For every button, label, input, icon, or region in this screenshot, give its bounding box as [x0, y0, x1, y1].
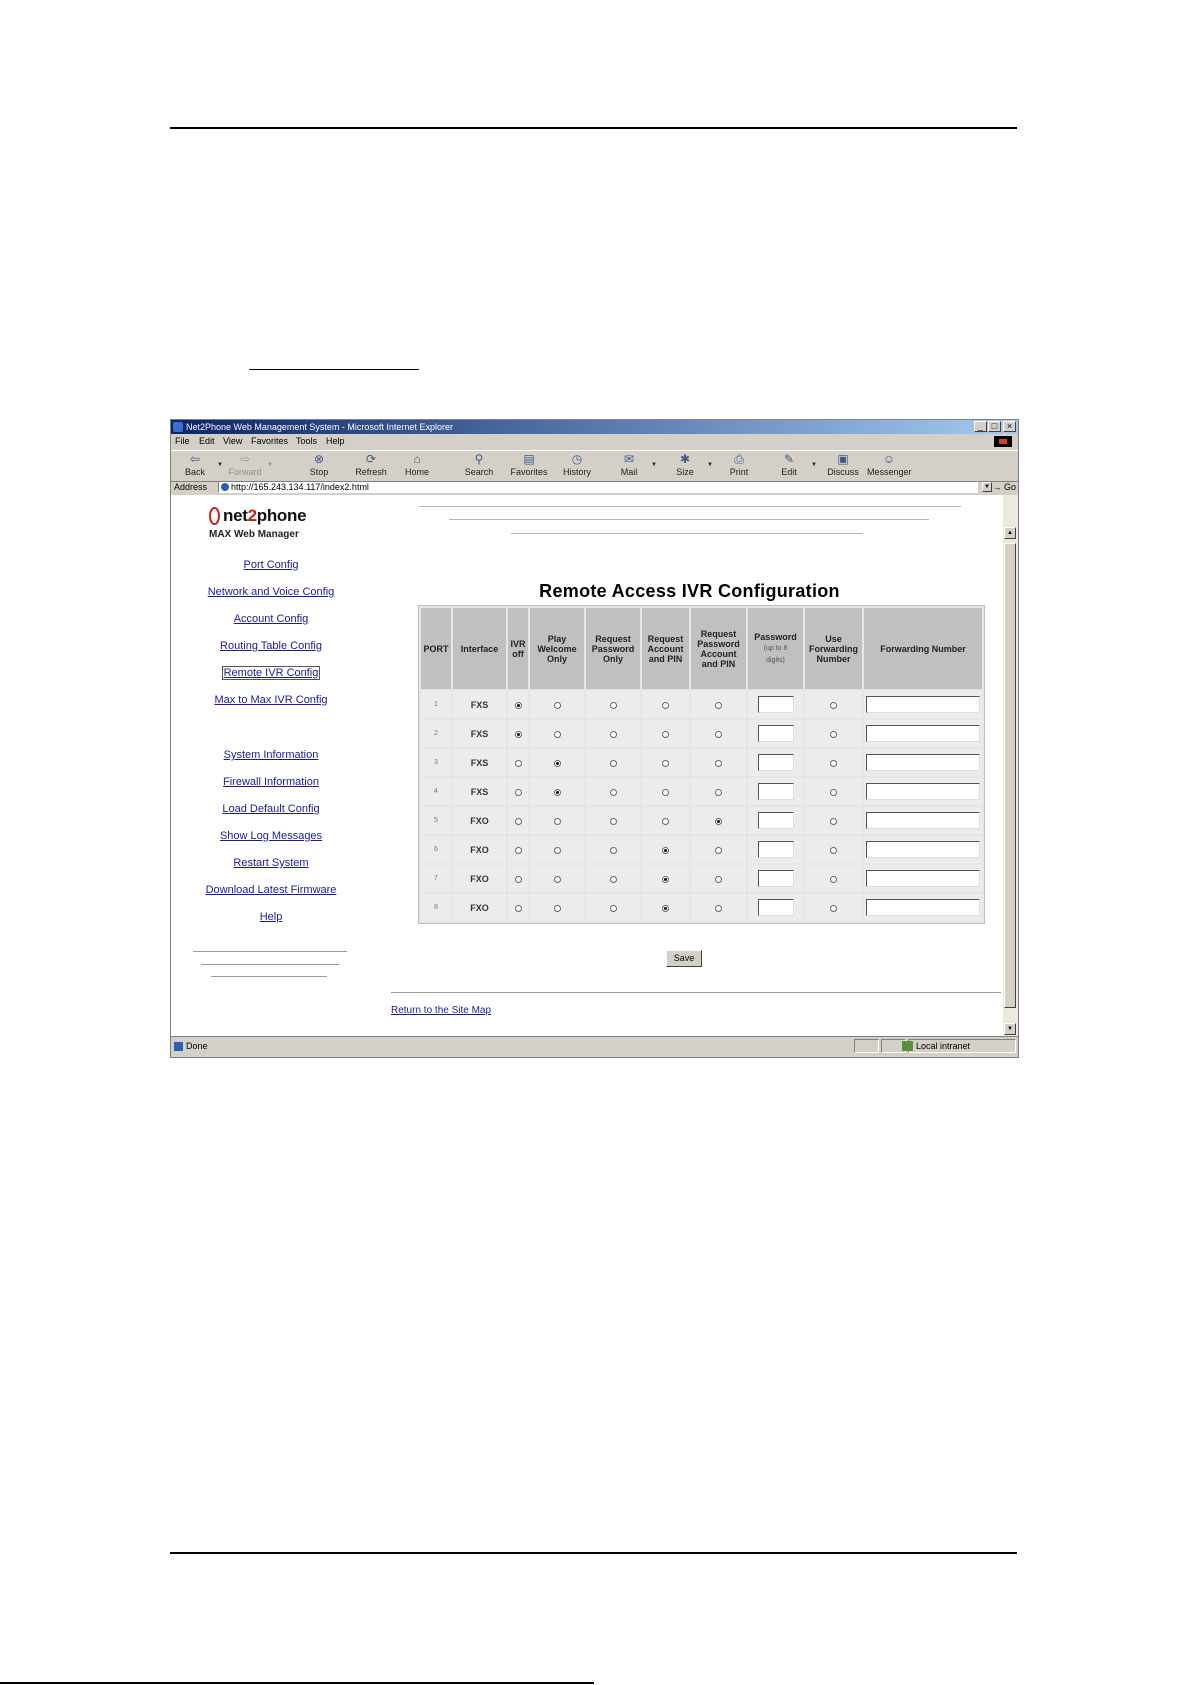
ivr-mode-radio[interactable]: [515, 847, 522, 854]
status-bar: [171, 1036, 1018, 1057]
password-cell: [748, 720, 803, 747]
size-icon: ✱: [679, 452, 691, 466]
col-interface: Interface: [453, 608, 506, 689]
mail-button[interactable]: ✉ Mail ▼: [620, 452, 657, 477]
use-forwarding-radio[interactable]: [830, 789, 837, 796]
password-cell: [748, 749, 803, 776]
col-request-account-pin: Request Account and PIN: [642, 608, 689, 689]
password-cell: [748, 894, 803, 921]
home-button[interactable]: ⌂ Home: [404, 452, 429, 477]
history-button[interactable]: ◷ History: [562, 452, 591, 477]
col-play-welcome-only: Play Welcome Only: [530, 608, 584, 689]
ivr-option-cell: [642, 836, 689, 863]
ivr-mode-radio[interactable]: [662, 789, 669, 796]
header-rule: [170, 127, 1017, 129]
brand-wordmark: net2phone: [223, 506, 307, 525]
refresh-button[interactable]: ⟳ Refresh: [355, 452, 387, 477]
status-cell: [854, 1039, 879, 1053]
ivr-option-cell: [642, 865, 689, 892]
forward-dropdown-icon[interactable]: ▼: [267, 462, 273, 468]
ie-logo-icon: [173, 422, 183, 432]
ivr-mode-radio[interactable]: [554, 702, 561, 709]
menu-bar: [171, 434, 1018, 449]
nav-download-latest-firmware[interactable]: Download Latest Firmware: [205, 884, 337, 896]
ivr-mode-radio[interactable]: [610, 818, 617, 825]
forwarding-number-input[interactable]: [866, 696, 980, 713]
home-icon: ⌂: [413, 452, 421, 466]
scroll-down-icon[interactable]: ▼: [1004, 1023, 1016, 1035]
forward-button[interactable]: ⇨ Forward ▼: [228, 452, 273, 477]
ivr-option-cell: [691, 749, 746, 776]
vertical-scrollbar[interactable]: [1003, 495, 1018, 1036]
address-input[interactable]: http://165.243.134.117/index2.html: [218, 481, 978, 493]
ivr-option-cell: [691, 778, 746, 805]
use-forwarding-cell: [805, 807, 862, 834]
nav-account-config[interactable]: Account Config: [233, 613, 309, 625]
ivr-mode-radio[interactable]: [610, 702, 617, 709]
ivr-mode-radio[interactable]: [610, 847, 617, 854]
password-cell: [748, 865, 803, 892]
ivr-option-cell: [530, 691, 584, 718]
interface-cell: FXO: [453, 894, 506, 921]
ivr-option-cell: [530, 778, 584, 805]
password-input[interactable]: [758, 841, 794, 858]
ivr-mode-radio[interactable]: [515, 731, 522, 738]
back-button[interactable]: ⇦ Back ▼: [184, 452, 223, 477]
sidebar: [171, 495, 371, 1036]
nav-firewall-information[interactable]: Firewall Information: [223, 776, 319, 788]
use-forwarding-radio[interactable]: [830, 731, 837, 738]
ivr-option-cell: [642, 778, 689, 805]
menu-edit[interactable]: Edit: [199, 436, 215, 446]
password-input[interactable]: [758, 754, 794, 771]
ivr-mode-radio[interactable]: [554, 876, 561, 883]
interface-cell: FXO: [453, 836, 506, 863]
window-title: Net2Phone Web Management System - Microsoft Internet Explorer: [186, 422, 453, 432]
stop-icon: ⊗: [313, 452, 325, 466]
net2phone-mark-icon: [209, 507, 220, 525]
ivr-mode-radio[interactable]: [610, 731, 617, 738]
forwarding-number-cell: [864, 894, 982, 921]
use-forwarding-cell: [805, 749, 862, 776]
header-divider: [419, 506, 961, 507]
nav-network-voice-config[interactable]: Network and Voice Config: [207, 586, 335, 598]
footer-rule: [170, 1552, 1017, 1554]
size-dropdown-icon[interactable]: ▼: [707, 462, 713, 468]
status-text: Done: [174, 1041, 208, 1051]
ivr-mode-radio[interactable]: [554, 731, 561, 738]
ivr-option-cell: [586, 720, 640, 747]
nav-show-log-messages[interactable]: Show Log Messages: [219, 830, 323, 842]
ivr-option-cell: [691, 720, 746, 747]
menu-favorites[interactable]: Favorites: [251, 436, 289, 446]
nav-remote-ivr-config[interactable]: Remote IVR Config: [223, 667, 319, 679]
use-forwarding-radio[interactable]: [830, 847, 837, 854]
ivr-option-cell: [586, 778, 640, 805]
scroll-thumb[interactable]: [1004, 543, 1016, 1008]
port-cell: 5: [421, 807, 451, 834]
use-forwarding-cell: [805, 691, 862, 718]
sidebar-divider: [201, 964, 339, 965]
search-button[interactable]: ⚲ Search: [464, 452, 494, 477]
password-input[interactable]: [758, 870, 794, 887]
use-forwarding-radio[interactable]: [830, 876, 837, 883]
ivr-mode-radio[interactable]: [715, 818, 722, 825]
edit-dropdown-icon[interactable]: ▼: [811, 462, 817, 468]
edit-button[interactable]: ✎ Edit ▼: [781, 452, 817, 477]
title-bar: [171, 420, 1018, 434]
use-forwarding-radio[interactable]: [830, 702, 837, 709]
interface-cell: FXS: [453, 691, 506, 718]
forwarding-number-cell: [864, 865, 982, 892]
refresh-icon: ⟳: [365, 452, 377, 466]
ivr-mode-radio[interactable]: [715, 731, 722, 738]
table-row: [421, 894, 982, 921]
ivr-option-cell: [691, 691, 746, 718]
ivr-mode-radio[interactable]: [715, 876, 722, 883]
ivr-mode-radio[interactable]: [515, 702, 522, 709]
browser-window: [170, 419, 1019, 1058]
use-forwarding-cell: [805, 778, 862, 805]
table-row: [421, 836, 982, 863]
password-input[interactable]: [758, 725, 794, 742]
ivr-option-cell: [586, 865, 640, 892]
ivr-mode-radio[interactable]: [554, 847, 561, 854]
ivr-option-cell: [642, 691, 689, 718]
heading-underline: [249, 369, 419, 370]
ivr-option-cell: [586, 691, 640, 718]
use-forwarding-cell: [805, 836, 862, 863]
use-forwarding-cell: [805, 720, 862, 747]
col-use-forwarding-number: Use Forwarding Number: [805, 608, 862, 689]
toolbar: [171, 450, 1018, 482]
print-button[interactable]: ⎙ Print: [729, 452, 749, 477]
ivr-option-cell: [508, 691, 528, 718]
ivr-mode-radio[interactable]: [715, 789, 722, 796]
ivr-option-cell: [530, 865, 584, 892]
header-divider: [511, 533, 863, 534]
favorites-icon: ▤: [523, 452, 535, 466]
ivr-mode-radio[interactable]: [515, 789, 522, 796]
menu-view[interactable]: View: [223, 436, 243, 446]
messenger-icon: ☺: [882, 452, 896, 466]
password-input[interactable]: [758, 783, 794, 800]
footer-divider: [391, 992, 1001, 993]
ivr-option-cell: [691, 865, 746, 892]
ivr-mode-radio[interactable]: [715, 760, 722, 767]
windows-logo-icon: [994, 436, 1012, 447]
nav-load-default-config[interactable]: Load Default Config: [222, 803, 320, 815]
ivr-option-cell: [586, 807, 640, 834]
ivr-option-cell: [508, 807, 528, 834]
mail-dropdown-icon[interactable]: ▼: [651, 462, 657, 468]
back-dropdown-icon[interactable]: ▼: [217, 462, 223, 468]
menu-file[interactable]: File: [175, 436, 190, 446]
port-cell: 6: [421, 836, 451, 863]
discuss-button[interactable]: ▣ Discuss: [827, 452, 859, 477]
ivr-option-cell: [530, 807, 584, 834]
ivr-mode-radio[interactable]: [554, 789, 561, 796]
ivr-mode-radio[interactable]: [610, 760, 617, 767]
maximize-icon[interactable]: □: [988, 421, 1001, 432]
port-cell: 7: [421, 865, 451, 892]
mail-icon: ✉: [623, 452, 635, 466]
ivr-option-cell: [530, 836, 584, 863]
port-cell: 8: [421, 894, 451, 921]
ivr-config-table: [418, 605, 985, 924]
ivr-mode-radio[interactable]: [610, 789, 617, 796]
nav-help[interactable]: Help: [259, 911, 283, 923]
password-input[interactable]: [758, 696, 794, 713]
interface-cell: FXO: [453, 807, 506, 834]
forward-arrow-icon: ⇨: [239, 452, 251, 466]
port-cell: 2: [421, 720, 451, 747]
stop-button[interactable]: ⊗ Stop: [309, 452, 329, 477]
use-forwarding-radio[interactable]: [830, 760, 837, 767]
ivr-option-cell: [642, 720, 689, 747]
favorites-button[interactable]: ▤ Favorites: [510, 452, 548, 477]
brand-subtitle: MAX Web Manager: [209, 529, 299, 540]
table-row: [421, 691, 982, 718]
forwarding-number-cell: [864, 807, 982, 834]
search-icon: ⚲: [474, 452, 484, 466]
ivr-mode-radio[interactable]: [610, 876, 617, 883]
col-forwarding-number: Forwarding Number: [864, 608, 982, 689]
ivr-mode-radio[interactable]: [554, 760, 561, 767]
ivr-option-cell: [530, 749, 584, 776]
ivr-option-cell: [508, 836, 528, 863]
page-title: Remote Access IVR Configuration: [539, 581, 840, 601]
close-icon[interactable]: ×: [1003, 421, 1016, 432]
page-content: [171, 495, 1003, 1036]
sidebar-divider: [211, 976, 327, 977]
discuss-icon: ▣: [837, 452, 849, 466]
forwarding-number-input[interactable]: [866, 783, 980, 800]
ivr-option-cell: [530, 720, 584, 747]
interface-cell: FXS: [453, 778, 506, 805]
ivr-mode-radio[interactable]: [554, 905, 561, 912]
col-request-password-only: Request Password Only: [586, 608, 640, 689]
minimize-icon[interactable]: _: [974, 421, 987, 432]
ivr-mode-radio[interactable]: [662, 702, 669, 709]
ivr-option-cell: [691, 894, 746, 921]
return-site-map-link[interactable]: Return to the Site Map: [391, 1005, 492, 1016]
interface-cell: FXO: [453, 865, 506, 892]
password-input[interactable]: [758, 899, 794, 916]
ivr-option-cell: [691, 836, 746, 863]
ivr-mode-radio[interactable]: [662, 876, 669, 883]
forwarding-number-input[interactable]: [866, 870, 980, 887]
use-forwarding-cell: [805, 894, 862, 921]
status-zone: Local intranet: [902, 1041, 970, 1051]
sidebar-divider: [193, 951, 347, 952]
ivr-option-cell: [508, 749, 528, 776]
print-icon: ⎙: [734, 452, 744, 466]
ivr-mode-radio[interactable]: [662, 731, 669, 738]
messenger-button[interactable]: ☺ Messenger: [867, 452, 912, 477]
back-arrow-icon: ⇦: [189, 452, 201, 466]
history-icon: ◷: [571, 452, 583, 466]
ivr-mode-radio[interactable]: [554, 818, 561, 825]
ivr-mode-radio[interactable]: [662, 905, 669, 912]
ivr-mode-radio[interactable]: [715, 905, 722, 912]
nav-restart-system[interactable]: Restart System: [233, 857, 309, 869]
nav-port-config[interactable]: Port Config: [243, 559, 299, 571]
interface-cell: FXS: [453, 720, 506, 747]
ivr-option-cell: [586, 749, 640, 776]
footnote-rule: [0, 1682, 594, 1684]
ivr-mode-radio[interactable]: [610, 905, 617, 912]
address-label: Address: [174, 482, 208, 492]
password-cell: [748, 807, 803, 834]
ivr-option-cell: [508, 720, 528, 747]
edit-icon: ✎: [783, 452, 795, 466]
table-row: [421, 720, 982, 747]
table-row: [421, 807, 982, 834]
ivr-option-cell: [586, 894, 640, 921]
table-row: [421, 865, 982, 892]
nav-routing-table-config[interactable]: Routing Table Config: [220, 640, 322, 652]
ivr-option-cell: [508, 778, 528, 805]
table-row: [421, 749, 982, 776]
interface-cell: FXS: [453, 749, 506, 776]
menu-tools[interactable]: Tools: [296, 436, 318, 446]
forwarding-number-cell: [864, 836, 982, 863]
ivr-option-cell: [508, 865, 528, 892]
forwarding-number-input[interactable]: [866, 841, 980, 858]
ivr-mode-radio[interactable]: [515, 876, 522, 883]
forwarding-number-cell: [864, 720, 982, 747]
nav-max-to-max-ivr-config[interactable]: Max to Max IVR Config: [214, 694, 328, 706]
use-forwarding-cell: [805, 865, 862, 892]
password-cell: [748, 836, 803, 863]
ivr-mode-radio[interactable]: [715, 847, 722, 854]
save-button[interactable]: Save: [666, 950, 702, 967]
ivr-option-cell: [642, 749, 689, 776]
ivr-option-cell: [508, 894, 528, 921]
ivr-option-cell: [586, 836, 640, 863]
password-cell: [748, 778, 803, 805]
ivr-mode-radio[interactable]: [715, 702, 722, 709]
forwarding-number-input[interactable]: [866, 725, 980, 742]
size-button[interactable]: ✱ Size ▼: [676, 452, 713, 477]
table-row: [421, 778, 982, 805]
address-dropdown-icon[interactable]: ▼: [982, 482, 992, 492]
header-divider: [449, 519, 929, 520]
col-port: PORT: [421, 608, 451, 689]
ivr-mode-radio[interactable]: [515, 905, 522, 912]
port-cell: 4: [421, 778, 451, 805]
ivr-mode-radio[interactable]: [662, 760, 669, 767]
address-bar: [171, 481, 1018, 494]
forwarding-number-cell: [864, 778, 982, 805]
nav-system-information[interactable]: System Information: [223, 749, 319, 761]
ivr-option-cell: [642, 807, 689, 834]
use-forwarding-radio[interactable]: [830, 818, 837, 825]
forwarding-number-cell: [864, 691, 982, 718]
password-input[interactable]: [758, 812, 794, 829]
forwarding-number-input[interactable]: [866, 812, 980, 829]
col-password: Password (up to 8 digits): [748, 608, 803, 689]
use-forwarding-radio[interactable]: [830, 905, 837, 912]
ivr-mode-radio[interactable]: [515, 760, 522, 767]
col-request-password-account-pin: Request Password Account and PIN: [691, 608, 746, 689]
ivr-option-cell: [642, 894, 689, 921]
port-cell: 1: [421, 691, 451, 718]
ivr-mode-radio[interactable]: [662, 847, 669, 854]
ivr-mode-radio[interactable]: [662, 818, 669, 825]
password-cell: [748, 691, 803, 718]
ivr-option-cell: [530, 894, 584, 921]
go-button[interactable]: → Go: [992, 482, 1016, 492]
forwarding-number-cell: [864, 749, 982, 776]
forwarding-number-input[interactable]: [866, 754, 980, 771]
forwarding-number-input[interactable]: [866, 899, 980, 916]
ivr-option-cell: [691, 807, 746, 834]
port-cell: 3: [421, 749, 451, 776]
scroll-up-icon[interactable]: ▲: [1004, 527, 1016, 539]
col-ivr-off: IVR off: [508, 608, 528, 689]
menu-help[interactable]: Help: [326, 436, 345, 446]
ivr-mode-radio[interactable]: [515, 818, 522, 825]
